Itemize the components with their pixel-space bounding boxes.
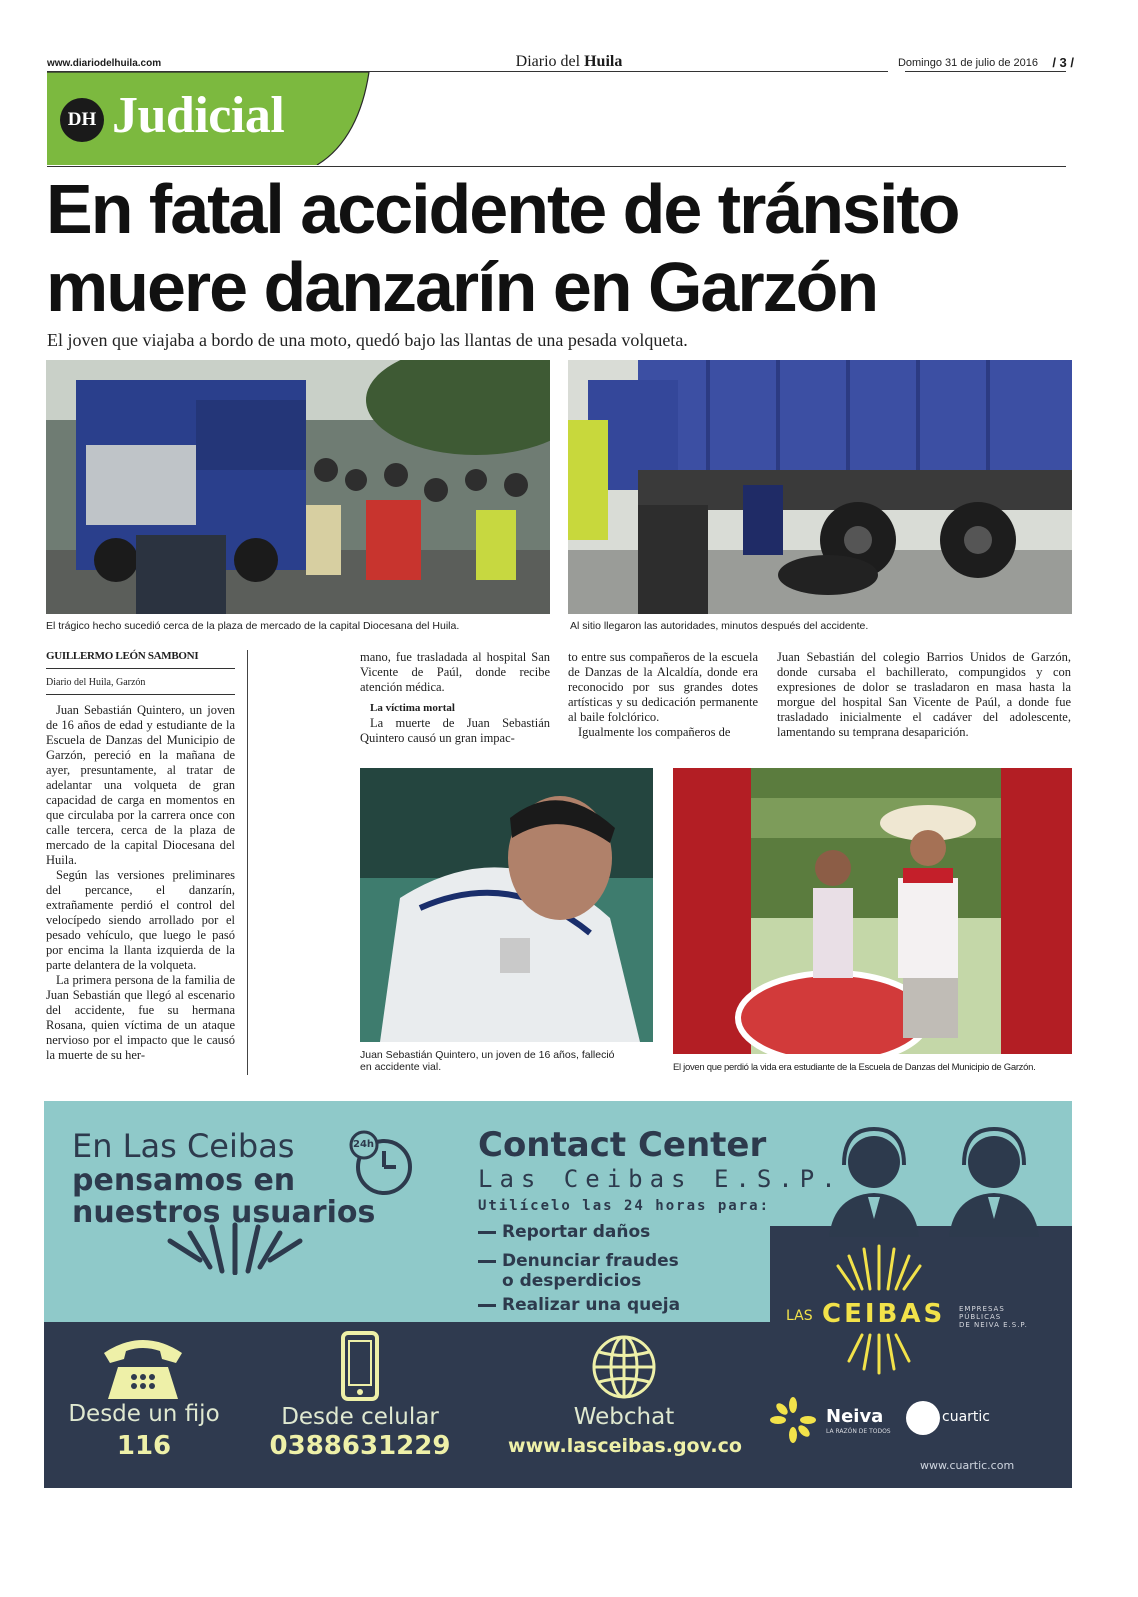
masthead-plain: Diario del [515, 53, 585, 70]
dh-logo: DH [60, 98, 104, 142]
brand-ceibas: CEIBAS [822, 1299, 946, 1329]
brand-small-line-3: DE NEIVA E.S.P. [959, 1321, 1028, 1329]
ad-contact-center-subtitle: Las Ceibas E.S.P. [478, 1165, 843, 1193]
paragraph: to entre sus compañeros de la escuela de Danzas de la Alcaldía, donde era reconocido por sus grandes dotes artísticas y su dedicación permanente al baile folclórico. [568, 650, 758, 724]
paragraph: Juan Sebastián del colegio Barrios Unidos de Garzón, donde cursaba el bachillerato, compungidos y con expresiones de dolor se trasladaron en masa hasta la morgue del hospital San Vicente de Paúl, a donde fue trasladado inicialmente el cadáver del adolescente, lamentando su temprana desaparición. [777, 650, 1071, 739]
ceibas-rays-icon [834, 1241, 924, 1291]
header-rule-right [905, 71, 1066, 72]
telephone-icon [100, 1333, 186, 1401]
headline-line-1: En fatal accidente de tránsito [46, 170, 959, 248]
article-column-1 [46, 650, 235, 1063]
ad-item-report: Reportar daños [478, 1223, 650, 1242]
article-column-2 [360, 650, 550, 746]
clock-badge: 24h [353, 1139, 375, 1150]
sunburst-icon [160, 1205, 310, 1275]
page-number: / 3 / [1052, 55, 1074, 70]
ad-item-fraud-cont: o desperdicios [502, 1271, 642, 1291]
ad-tagline-line-2: pensamos en [72, 1163, 296, 1198]
ad-tagline-line-1: En Las Ceibas [72, 1127, 295, 1165]
partner-neiva: Neiva [826, 1406, 884, 1427]
photo-truck-motorcycle [568, 360, 1072, 614]
issue-date: Domingo 31 de julio de 2016 [897, 57, 1038, 69]
las-ceibas-ad [44, 1101, 1072, 1488]
ad-use-text: Utilícelo las 24 horas para: [478, 1198, 771, 1214]
paragraph: La primera persona de la familia de Juan Sebastián que llegó al escenario del accidente, fue su hermana Rosana, quien víctima de un ataque nervioso por el impacto que le causó la muerte de su her- [46, 973, 235, 1062]
section-rule [47, 166, 1066, 167]
channel-webchat-value: www.lasceibas.gov.co [508, 1435, 742, 1457]
photo-dancers [673, 768, 1072, 1054]
paragraph: La muerte de Juan Sebastián Quintero causó un gran impac- [360, 716, 550, 745]
byline-rule [46, 668, 235, 669]
channel-webchat-label: Webchat [573, 1404, 675, 1430]
paragraph: mano, fue trasladada al hospital San Vicente de Paúl, donde recibe atención médica. [360, 650, 550, 694]
ad-item-complaint: Realizar una queja [478, 1296, 680, 1315]
photo-accident-crowd [46, 360, 550, 614]
cuartic-logo-icon [906, 1401, 940, 1435]
dateline: Diario del Huila, Garzón [46, 677, 146, 688]
photo-victim-portrait [360, 768, 653, 1042]
ad-item-fraud: Denunciar fraudes [478, 1252, 679, 1271]
photo4-caption: El joven que perdió la vida era estudiante de la Escuela de Danzas del Municipio de Garzón. [673, 1062, 1036, 1073]
photo2-caption: Al sitio llegaron las autoridades, minutos después del accidente. [570, 620, 869, 632]
site-url: www.diariodelhuila.com [47, 58, 162, 69]
ad-tagline-line-3: nuestros usuarios [72, 1195, 376, 1230]
byline: GUILLERMO LEÓN SAMBONI [46, 650, 199, 662]
article-column-4 [777, 650, 1071, 740]
paragraph: Según las versiones preliminares del percance, el danzarín, extrañamente perdió el control del velocípedo siendo arrollado por el pesado vehículo, que luego le pasó por encima la llanta izquierda de la parte delantera de la volqueta. [46, 868, 235, 972]
dateline-rule [46, 694, 235, 695]
headline-line-2: muere danzarín en Garzón [46, 248, 878, 326]
paragraph: Juan Sebastián Quintero, un joven de 16 años de edad y estudiante de la Escuela de Danzas del Municipio de Garzón, pereció en la mañana de ayer, presuntamente, al tratar de adelantar una volqueta de gran capacidad de carga en momentos en que circulaba por la carrera once con calle tercera, cerca de la plaza de mercado de la capital Diocesana del Huila. [46, 703, 235, 867]
ad-contact-center-title: Contact Center [478, 1125, 767, 1165]
partner-neiva-tag: LA RAZÓN DE TODOS [826, 1428, 891, 1435]
partner-cuartic: cuartic [942, 1409, 990, 1425]
channel-landline-label: Desde un fijo [68, 1401, 220, 1427]
headline [46, 170, 1046, 326]
brand-small-line-2: PÚBLICAS [959, 1313, 1002, 1321]
brand-small-text [959, 1305, 1028, 1329]
mobile-phone-icon [340, 1331, 380, 1401]
article-column-3 [568, 650, 758, 740]
photo3-caption-line-2: en accidente vial. [360, 1061, 442, 1073]
subhead: La víctima mortal [370, 702, 455, 714]
column-divider [247, 650, 248, 1075]
channel-mobile-label: Desde celular [281, 1404, 439, 1430]
ceibas-rays-bottom-icon [834, 1333, 924, 1375]
section-title: Judicial [112, 87, 285, 144]
masthead-bold: Huila [584, 53, 623, 70]
neiva-logo-icon [770, 1397, 816, 1443]
deck: El joven que viajaba a bordo de una moto, quedó bajo las llantas de una pesada volqueta. [47, 330, 688, 350]
paragraph: Igualmente los compañeros de [578, 725, 731, 739]
photo3-caption-line-1: Juan Sebastián Quintero, un joven de 16 años, falleció [360, 1049, 615, 1061]
brand-small-line-1: EMPRESAS [959, 1305, 1005, 1313]
brand-las: LAS [786, 1308, 813, 1324]
globe-icon [590, 1333, 658, 1401]
channel-mobile-value: 0388631229 [269, 1431, 451, 1461]
call-center-agents-icon [814, 1127, 1054, 1237]
partner-url: www.cuartic.com [920, 1459, 1015, 1472]
photo3-caption [360, 1049, 615, 1073]
channel-landline-value: 116 [116, 1431, 172, 1461]
photo1-caption: El trágico hecho sucedió cerca de la plaza de mercado de la capital Diocesana del Huila. [46, 620, 460, 632]
